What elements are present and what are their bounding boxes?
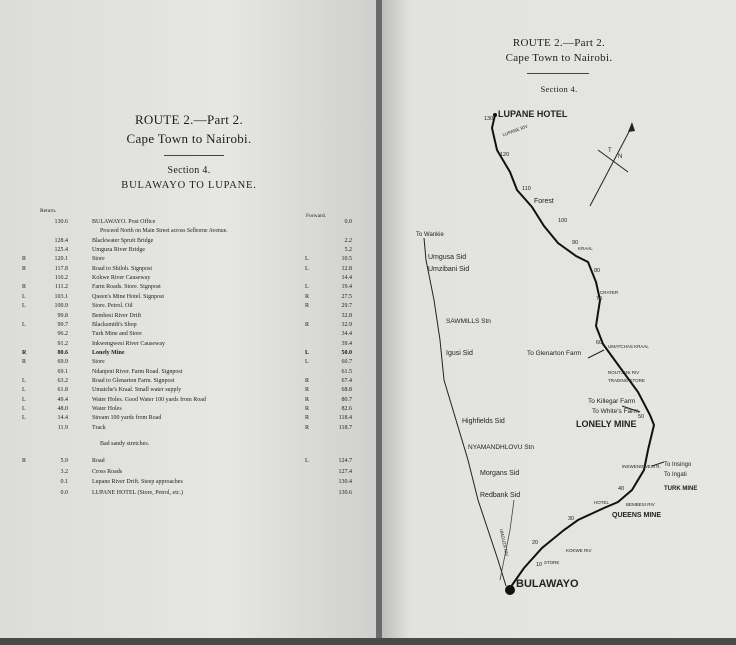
return-miles: 0.0 [60, 489, 68, 496]
row-description: Inkwengwesi River Causeway [92, 340, 165, 347]
forward-miles: 130.4 [338, 479, 352, 486]
return-side: L [22, 293, 26, 300]
forward-miles: 50.0 [341, 349, 352, 356]
forward-miles: 124.7 [338, 458, 352, 465]
return-miles: 14.4 [57, 415, 68, 422]
label-crater: CRATER [600, 290, 619, 295]
return-side: R [22, 265, 27, 272]
forward-side: L [305, 458, 309, 465]
row-description: Turk Mine and Store [92, 331, 142, 338]
mile-marker: 20 [532, 540, 539, 546]
forward-miles: 32.9 [341, 321, 352, 328]
map-section-number: Section 4. [540, 84, 578, 94]
column-header-return: Return. [40, 208, 57, 214]
route-subtitle: Cape Town to Nairobi. [126, 131, 252, 146]
place-morgans: Morgans Sid [480, 470, 520, 477]
place-bulawayo: BULAWAYO [516, 578, 579, 590]
return-miles: 49.4 [57, 396, 68, 403]
return-miles: 91.2 [57, 340, 68, 347]
place-sawmills: SAWMILLS Stn [446, 318, 491, 325]
label-umguza-river: UMGUZA RIV [498, 528, 510, 557]
route-map [382, 0, 736, 638]
forward-miles: 39.4 [341, 340, 352, 347]
column-header-forward: Forward. [306, 213, 327, 219]
place-lupane-hotel: LUPANE HOTEL [498, 109, 568, 119]
row-description: Store [92, 256, 105, 263]
compass-t: T [608, 148, 612, 154]
bulawayo-marker [505, 585, 515, 595]
heading-rule [164, 155, 224, 156]
row-description: Blacksmith's Shop [92, 321, 137, 328]
forward-miles: 19.4 [341, 284, 352, 291]
place-redbank: Redbank Sid [480, 492, 521, 499]
return-side: L [22, 387, 26, 394]
right-page [382, 0, 736, 638]
row-description: Umatche's Kraal. Small water supply [92, 387, 182, 394]
row-description: Stream 100 yards from Road [92, 415, 162, 422]
return-miles: 0.1 [60, 479, 68, 486]
row-description: Umguza River Bridge [92, 247, 145, 254]
return-side: L [22, 377, 26, 384]
forward-side: R [305, 396, 310, 403]
row-description: LUPANE HOTEL (Store, Petrol, etc.) [92, 489, 184, 496]
forward-miles: 34.4 [341, 331, 352, 338]
return-side: L [22, 415, 26, 422]
forward-miles: 67.4 [341, 377, 352, 384]
row-description: Bembesi River Drift [92, 312, 141, 319]
return-miles: 125.4 [54, 247, 68, 254]
return-miles: 99.7 [57, 321, 68, 328]
forward-miles: 10.5 [341, 256, 352, 263]
mile-marker: 90 [572, 240, 579, 246]
place-highfields: Highfields Sid [462, 418, 505, 425]
row-description: Track [92, 424, 106, 431]
return-miles: 120.1 [54, 256, 68, 263]
forward-miles: 0.0 [344, 219, 352, 225]
return-miles: 5.9 [60, 458, 68, 465]
mile-marker: 60 [596, 340, 603, 346]
forward-side: R [305, 321, 310, 328]
row-description: Ndanjeni River. Farm Road. Signpost [92, 368, 183, 375]
forward-miles: 27.5 [341, 293, 352, 300]
forward-miles: 32.8 [341, 312, 352, 319]
forward-miles: 130.6 [338, 489, 352, 496]
forward-miles: 61.5 [341, 368, 352, 375]
place-lonely-mine: LONELY MINE [576, 419, 637, 429]
row-description: Road [92, 458, 105, 465]
mile-marker: 100 [558, 218, 568, 224]
forward-side: R [305, 415, 310, 422]
return-miles: 61.8 [57, 387, 68, 394]
north-arrow-icon [590, 122, 635, 206]
mile-marker: 80 [594, 268, 601, 274]
lupane-marker [493, 113, 497, 117]
return-side: R [22, 458, 27, 465]
forward-miles: 127.4 [338, 468, 352, 475]
forward-miles: 80.7 [341, 396, 352, 403]
return-miles: 69.1 [57, 368, 68, 375]
forward-side: R [305, 377, 310, 384]
return-miles: 63.2 [57, 377, 68, 384]
label-umatchas-kraal: UMATCHAS KRAAL [608, 344, 649, 349]
place-to-glenarton: To Glenarton Farm [527, 350, 582, 357]
return-miles: 69.9 [57, 359, 68, 366]
label-inkwengwesi: INKWENGWESI R. [622, 464, 661, 469]
mile-marker: 120 [500, 152, 510, 158]
label-kokwe-river: KOKWE RIV [566, 548, 592, 553]
section-name: BULAWAYO TO LUPANE. [121, 180, 257, 191]
forward-side: L [305, 284, 309, 291]
return-miles: 99.8 [57, 312, 68, 319]
mile-marker: 10 [536, 562, 543, 568]
label-bembesi-river: BEMBESI RIV [626, 502, 655, 507]
label-kraal: KRAAL [578, 246, 593, 251]
place-turk-mine: TURK MINE [664, 486, 698, 492]
row-description: Road to Glenarton Farm. Signpost [92, 377, 175, 384]
forward-miles: 68.8 [341, 387, 352, 394]
mile-marker: 40 [618, 486, 625, 492]
place-umgusa-sid: Umgusa Sid [428, 254, 467, 261]
forward-side: R [305, 303, 310, 310]
row-description: Lupane River Drift. Steep approaches [92, 479, 183, 486]
return-miles: 128.4 [54, 237, 68, 244]
label-hotel: HOTEL [594, 500, 610, 505]
forward-miles: 29.7 [341, 303, 352, 310]
forward-miles: 118.4 [338, 415, 352, 422]
forward-miles: 82.6 [341, 406, 352, 412]
row-description: Water Holes [92, 406, 122, 412]
row-description: Cross Roads [92, 468, 123, 475]
label-lupane-river: LUPANE RIV [501, 123, 529, 138]
itinerary-note: Bad sandy stretches. [100, 441, 150, 448]
return-side: R [22, 284, 27, 291]
place-to-killegar: To Killegar Farm [588, 398, 636, 405]
forward-miles: 60.7 [341, 359, 352, 366]
return-side: R [22, 359, 27, 366]
section-number: Section 4. [167, 165, 211, 176]
label-trading-store: TRADING STORE [608, 378, 645, 383]
bottom-edge [0, 638, 736, 645]
forward-miles: 2.2 [344, 237, 352, 244]
compass-n: N [618, 154, 623, 160]
map-route-subtitle: Cape Town to Nairobi. [505, 52, 613, 64]
row-description: Blackwater Spruit Bridge [92, 237, 154, 244]
return-side: L [22, 303, 26, 310]
place-forest: Forest [534, 198, 554, 205]
return-miles: 100.9 [54, 303, 68, 310]
return-miles: 96.2 [57, 331, 68, 338]
row-description: Queen's Mine Hotel. Signpost [92, 293, 165, 300]
forward-miles: 14.4 [341, 275, 352, 282]
railway-line [424, 238, 506, 586]
mile-marker: 30 [568, 516, 575, 522]
place-to-whites: To White's Farm [592, 408, 639, 415]
return-miles: 3.2 [60, 468, 68, 475]
forward-side: L [305, 359, 309, 366]
forward-side: R [305, 293, 310, 300]
row-description: Water Holes. Good Water 100 yards from Road [92, 396, 206, 403]
forward-side: R [305, 387, 310, 394]
row-description: Kokwe River Causeway [92, 275, 151, 282]
return-side: L [22, 321, 26, 328]
place-to-insingo: To Insingo [664, 462, 692, 468]
forward-side: R [305, 406, 310, 412]
mile-marker: 70 [596, 296, 603, 302]
place-umzibani-sid: Umzibani Sid [428, 266, 470, 273]
forward-miles: 118.7 [338, 424, 352, 431]
return-miles: 111.2 [54, 284, 68, 291]
mile-marker: 50 [638, 414, 645, 420]
return-miles: 11.9 [57, 424, 68, 431]
return-miles: 117.8 [54, 265, 68, 272]
row-description: Road to Shiloh. Signpost [92, 265, 153, 272]
row-description: Proceed North on Main Street across Selborne Avenue. [100, 228, 228, 235]
forward-miles: 5.2 [344, 247, 352, 254]
place-to-wankie: To Wankie [416, 232, 444, 238]
place-nyamandhlovu: NYAMANDHLOVU Stn [468, 444, 534, 451]
route-heading: ROUTE 2.—Part 2. [134, 112, 244, 127]
forward-side: L [305, 256, 309, 263]
forward-miles: 12.8 [341, 265, 352, 272]
return-miles: 103.1 [54, 293, 68, 300]
forward-side: L [305, 265, 309, 272]
mile-marker: 130 [484, 116, 494, 122]
return-side: L [22, 396, 26, 403]
row-description: Store [92, 359, 105, 366]
row-description: BULAWAYO. Post Office [92, 219, 156, 225]
return-miles: 116.2 [54, 275, 68, 282]
place-to-ingati: To Ingati [664, 472, 687, 478]
return-miles: 48.0 [57, 406, 68, 412]
return-miles: 130.6 [54, 219, 68, 225]
forward-side: R [305, 424, 310, 431]
row-description: Store. Petrol. Oil [92, 303, 133, 310]
map-route-heading: ROUTE 2.—Part 2. [512, 37, 606, 49]
label-routjani-river: ROUTJANI RIV [608, 370, 640, 375]
label-store: STORE [544, 560, 560, 565]
place-queens-mine: QUEENS MINE [612, 512, 662, 519]
return-side: L [22, 406, 26, 412]
place-igusi-sid: Igusi Sid [446, 350, 473, 357]
forward-side: L [305, 349, 310, 356]
mile-marker: 110 [522, 186, 531, 192]
return-side: R [22, 349, 27, 356]
return-side: R [22, 256, 27, 263]
return-miles: 80.6 [57, 349, 68, 356]
row-description: Farm Roads. Store. Signpost [92, 284, 161, 291]
side-road-glenarton [588, 350, 604, 358]
row-description: Lonely Mine [92, 349, 125, 356]
